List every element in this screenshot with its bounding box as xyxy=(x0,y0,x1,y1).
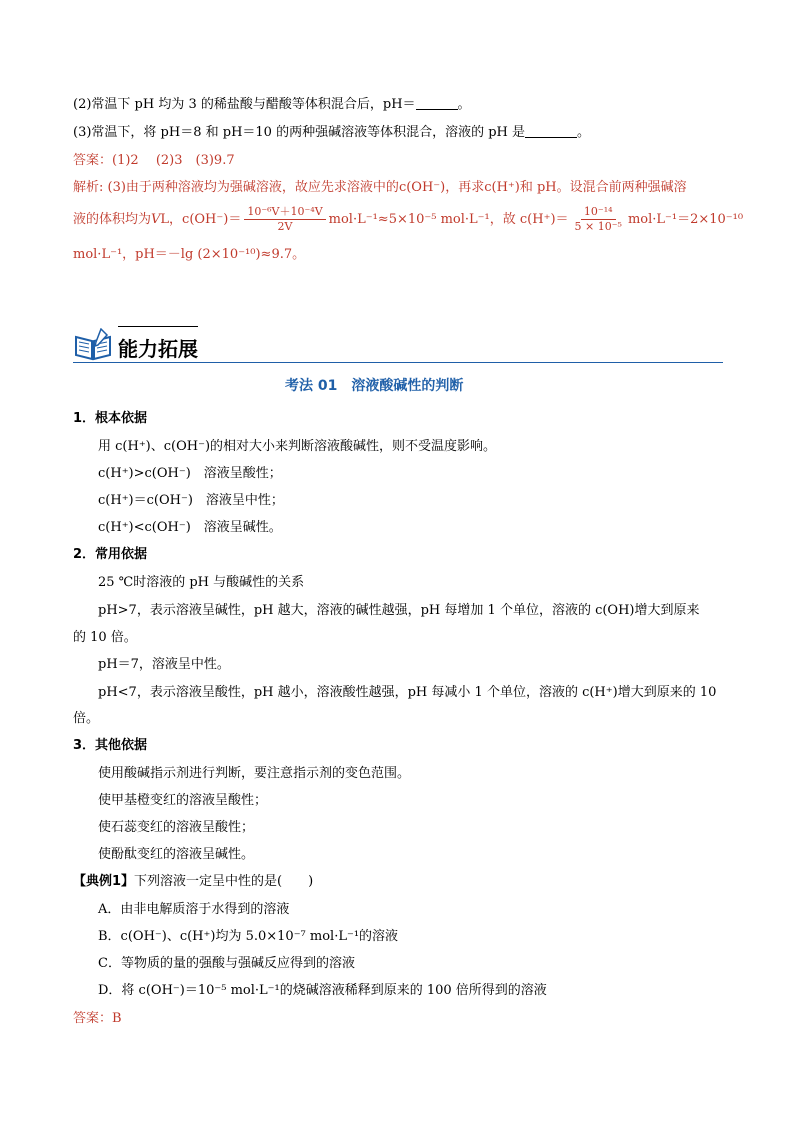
common-paragraph-2b: 的 10 倍。 xyxy=(73,630,137,645)
common-paragraph-3: pH＝7，溶液呈中性。 xyxy=(98,657,230,672)
analysis-2d: mol·L⁻¹＝2×10⁻¹⁰ xyxy=(627,212,744,227)
option-c[interactable]: C．等物质的量的强酸与强碱反应得到的溶液 xyxy=(98,956,355,971)
other-paragraph-4: 使酚酞变红的溶液呈碱性。 xyxy=(98,847,255,862)
question-2 xyxy=(73,96,471,114)
basis-acid: c(H⁺)>c(OH⁻) 溶液呈酸性； xyxy=(98,466,282,481)
other-paragraph-1: 使用酸碱指示剂进行判断，要注意指示剂的变色范围。 xyxy=(98,766,411,781)
option-d[interactable]: D．将 c(OH⁻)＝10⁻⁵ mol·L⁻¹的烧碱溶液稀释到原来的 100 倍所得到的溶液 xyxy=(98,983,547,998)
method-title: 考法 01 溶液酸碱性的判断 xyxy=(285,378,464,394)
heading-2: 2．常用依据 xyxy=(73,547,148,562)
basis-base: c(H⁺)<c(OH⁻) 溶液呈碱性。 xyxy=(98,520,282,535)
common-paragraph-4b: 倍。 xyxy=(73,711,100,726)
analysis-line-3: mol·L⁻¹，pH＝－lg (2×10⁻¹⁰)≈9.7。 xyxy=(73,247,306,262)
other-paragraph-3: 使石蕊变红的溶液呈酸性； xyxy=(98,820,255,835)
analysis-line-1 xyxy=(73,179,687,197)
example-question-text: 下列溶液一定呈中性的是( ) xyxy=(134,874,314,889)
answer-blank-2[interactable] xyxy=(416,96,458,110)
common-paragraph-1: 25 ℃时溶液的 pH 与酸碱性的关系 xyxy=(98,575,305,590)
example-answer: 答案：B xyxy=(73,1011,122,1026)
example-label: 【典例1】 xyxy=(73,874,135,889)
analysis-1c: c(H⁺)和 pH。设混合前两种强碱溶 xyxy=(484,180,687,195)
answer-line: 答案：(1)2 (2)3 (3)9.7 xyxy=(73,153,235,168)
fraction-h xyxy=(572,205,625,234)
basis-paragraph-1: 用 c(H⁺)、c(OH⁻)的相对大小来判断溶液酸碱性，则不受温度影响。 xyxy=(98,439,497,454)
section-title: 能力拓展 xyxy=(118,337,198,361)
fraction-h-denominator: 5 × 10⁻⁵ xyxy=(574,220,622,233)
analysis-2c: mol·L⁻¹≈5×10⁻⁵ mol·L⁻¹，故 c(H⁺)＝ xyxy=(328,212,569,227)
answer-blank-3[interactable] xyxy=(525,124,577,138)
book-icon xyxy=(73,328,113,362)
question-3-text: (3)常温下，将 pH＝8 和 pH＝10 的两种强碱溶液等体积混合，溶液的 pH 是 xyxy=(73,125,525,140)
common-paragraph-4a: pH<7，表示溶液呈酸性，pH 越小，溶液酸性越强，pH 每减小 1 个单位，溶液的 c(H⁺)增大到原来的 10 xyxy=(98,685,717,700)
common-paragraph-2a: pH>7，表示溶液呈碱性，pH 越大，溶液的碱性越强，pH 每增加 1 个单位，溶液的 c(OH)增大到原来 xyxy=(98,603,700,618)
fraction-oh xyxy=(244,205,325,234)
basis-neutral: c(H⁺)＝c(OH⁻) 溶液呈中性； xyxy=(98,493,284,508)
heading-1: 1．根本依据 xyxy=(73,411,148,426)
question-3-end: 。 xyxy=(577,125,591,140)
section-divider xyxy=(73,362,723,363)
fraction-oh-denominator: 2V xyxy=(277,220,293,233)
analysis-line-2 xyxy=(73,205,743,235)
question-3 xyxy=(73,124,590,142)
question-2-end: 。 xyxy=(457,97,471,112)
option-b[interactable]: B．c(OH⁻)、c(H⁺)均为 5.0×10⁻⁷ mol·L⁻¹的溶液 xyxy=(98,929,399,944)
fraction-oh-numerator: 10⁻⁶V＋10⁻⁴V xyxy=(244,205,325,220)
fraction-h-numerator: 10⁻¹⁴ xyxy=(581,205,616,220)
option-a[interactable]: A．由非电解质溶于水得到的溶液 xyxy=(98,902,290,917)
example-question xyxy=(73,873,313,891)
other-paragraph-2: 使甲基橙变红的溶液呈酸性； xyxy=(98,793,268,808)
section-top-rule xyxy=(118,326,198,327)
question-2-text: (2)常温下 pH 均为 3 的稀盐酸与醋酸等体积混合后，pH＝ xyxy=(73,97,416,112)
analysis-2a: 液的体积均为 xyxy=(73,212,152,227)
heading-3: 3．其他依据 xyxy=(73,738,148,753)
analysis-2v: V xyxy=(151,212,161,227)
analysis-2b: L，c(OH⁻)＝ xyxy=(160,212,242,227)
analysis-1b: c(OH⁻)，再求 xyxy=(398,180,485,195)
analysis-1a: 解析: (3)由于两种溶液均为强碱溶液，故应先求溶液中的 xyxy=(73,180,399,195)
